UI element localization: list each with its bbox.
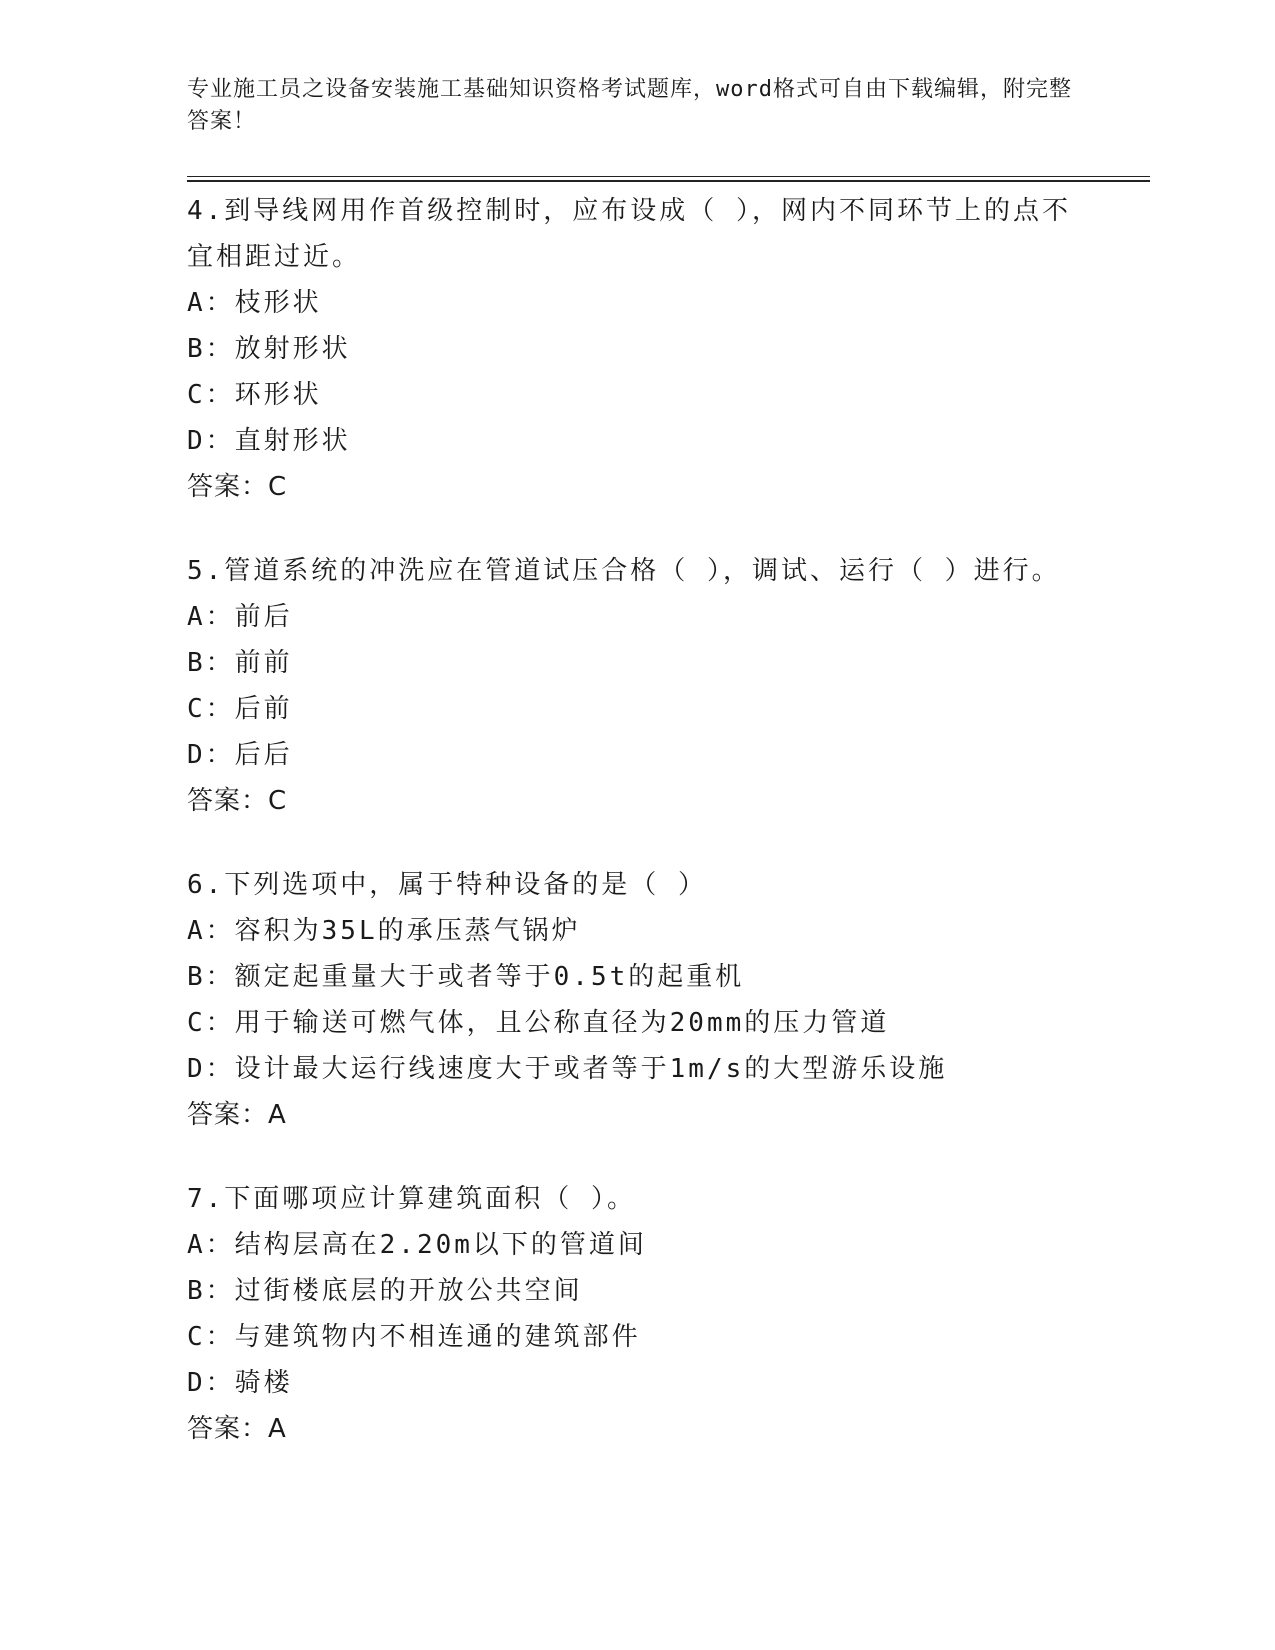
option-d: D：设计最大运行线速度大于或者等于1m/s的大型游乐设施 <box>187 1054 948 1084</box>
option-a: A：结构层高在2.20m以下的管道间 <box>187 1230 647 1260</box>
header-divider-thick <box>187 180 1150 182</box>
option-b: B：过街楼底层的开放公共空间 <box>187 1276 583 1306</box>
option-a: A：前后 <box>187 602 293 632</box>
question-4 <box>187 188 1087 510</box>
option-a: A：枝形状 <box>187 288 322 318</box>
option-d: D：直射形状 <box>187 426 351 456</box>
question-stem: 5.管道系统的冲洗应在管道试压合格（ ），调试、运行（ ）进行。 <box>187 556 1061 586</box>
question-stem: 6.下列选项中，属于特种设备的是（ ） <box>187 870 707 900</box>
document-header: 专业施工员之设备安装施工基础知识资格考试题库，word格式可自由下载编辑，附完整答案！ <box>187 77 1072 134</box>
header-divider-thin <box>187 176 1150 177</box>
question-7 <box>187 1176 1087 1452</box>
option-b: B：放射形状 <box>187 334 351 364</box>
answer: 答案：C <box>187 472 288 502</box>
option-b: B：前前 <box>187 648 293 678</box>
answer: 答案：A <box>187 1100 287 1130</box>
option-d: D：骑楼 <box>187 1368 293 1398</box>
option-d: D：后后 <box>187 740 293 770</box>
option-c: C：环形状 <box>187 380 322 410</box>
question-6 <box>187 862 1087 1138</box>
option-c: C：与建筑物内不相连通的建筑部件 <box>187 1322 641 1352</box>
answer: 答案：C <box>187 786 288 816</box>
question-stem: 4.到导线网用作首级控制时，应布设成（ ），网内不同环节上的点不宜相距过近。 <box>187 196 1071 272</box>
question-5 <box>187 548 1087 824</box>
question-stem: 7.下面哪项应计算建筑面积（ ）。 <box>187 1184 636 1214</box>
option-a: A：容积为35L的承压蒸气锅炉 <box>187 916 581 946</box>
option-b: B：额定起重量大于或者等于0.5t的起重机 <box>187 962 745 992</box>
answer: 答案：A <box>187 1414 287 1444</box>
option-c: C：用于输送可燃气体，且公称直径为20mm的压力管道 <box>187 1008 890 1038</box>
question-list <box>187 188 1087 1490</box>
option-c: C：后前 <box>187 694 293 724</box>
